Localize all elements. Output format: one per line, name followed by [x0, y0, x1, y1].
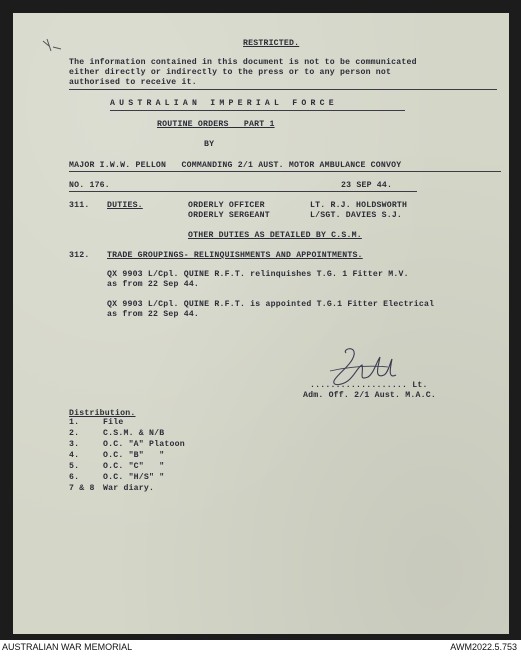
classification-heading: RESTRICTED.	[243, 39, 300, 48]
distribution-recipient: War diary.	[103, 484, 155, 493]
trade-paragraph-line: QX 9903 L/Cpl. QUINE R.F.T. relinquishes T.G. 1 Fitter M.V.	[107, 270, 409, 279]
distribution-number: 2.	[69, 429, 80, 438]
orders-title: ROUTINE ORDERS PART 1	[157, 120, 275, 129]
distribution-recipient: File	[103, 418, 124, 427]
signature-title: Adm. Off. 2/1 Aust. M.A.C.	[303, 391, 436, 400]
duties-number: 311.	[69, 201, 90, 210]
trade-paragraph-line: as from 22 Sep 44.	[107, 310, 200, 319]
distribution-number: 1.	[69, 418, 80, 427]
duties-heading: DUTIES.	[107, 201, 143, 210]
distribution-recipient: O.C. "C" "	[103, 462, 165, 471]
distribution-recipient: O.C. "B" "	[103, 451, 165, 460]
distribution-number: 3.	[69, 440, 80, 449]
other-duties-line: OTHER DUTIES AS DETAILED BY C.S.M.	[188, 231, 362, 240]
distribution-heading: Distribution.	[69, 409, 136, 418]
order-number: NO. 176.	[69, 181, 110, 190]
pencil-mark	[41, 37, 71, 67]
distribution-recipient: C.S.M. & N/B	[103, 429, 165, 438]
warning-line-2: either directly or indirectly to the press or to any person not	[69, 68, 392, 77]
distribution-number: 6.	[69, 473, 80, 482]
distribution-number: 7 & 8	[69, 484, 95, 493]
duty-person: L/SGT. DAVIES S.J.	[310, 211, 403, 220]
duty-person: LT. R.J. HOLDSWORTH	[310, 201, 408, 210]
duty-role: ORDERLY OFFICER	[188, 201, 265, 210]
distribution-recipient: O.C. "A" Platoon	[103, 440, 185, 449]
trade-number: 312.	[69, 251, 90, 260]
commander-line: MAJOR I.W.W. PELLON COMMANDING 2/1 AUST. MOTOR AMBULANCE CONVOY	[69, 161, 402, 170]
trade-paragraph-line: as from 22 Sep 44.	[107, 280, 200, 289]
by-label: BY	[204, 140, 215, 149]
order-rule	[69, 191, 417, 192]
distribution-number: 5.	[69, 462, 80, 471]
commander-rule	[69, 171, 501, 172]
duty-role: ORDERLY SERGEANT	[188, 211, 270, 220]
footer-credit: AUSTRALIAN WAR MEMORIAL	[2, 642, 133, 652]
warning-line-1: The information contained in this document is not to be communicated	[69, 58, 417, 67]
distribution-recipient: O.C. "H/S" "	[103, 473, 165, 482]
trade-heading: TRADE GROUPINGS- RELINQUISHMENTS AND APPOINTMENTS.	[107, 251, 363, 260]
distribution-number: 4.	[69, 451, 80, 460]
order-date: 23 SEP 44.	[341, 181, 393, 190]
trade-paragraph-line: QX 9903 L/Cpl. QUINE R.F.T. is appointed T.G.1 Fitter Electrical	[107, 300, 435, 309]
warning-rule	[69, 89, 497, 90]
force-title-rule	[110, 110, 405, 111]
force-title: AUSTRALIAN IMPERIAL FORCE	[110, 99, 338, 108]
warning-line-3: authorised to receive it.	[69, 78, 197, 87]
signature-line: ................... Lt.	[310, 381, 428, 390]
document-page	[13, 13, 509, 634]
footer-accession-number: AWM2022.5.753	[450, 642, 517, 652]
